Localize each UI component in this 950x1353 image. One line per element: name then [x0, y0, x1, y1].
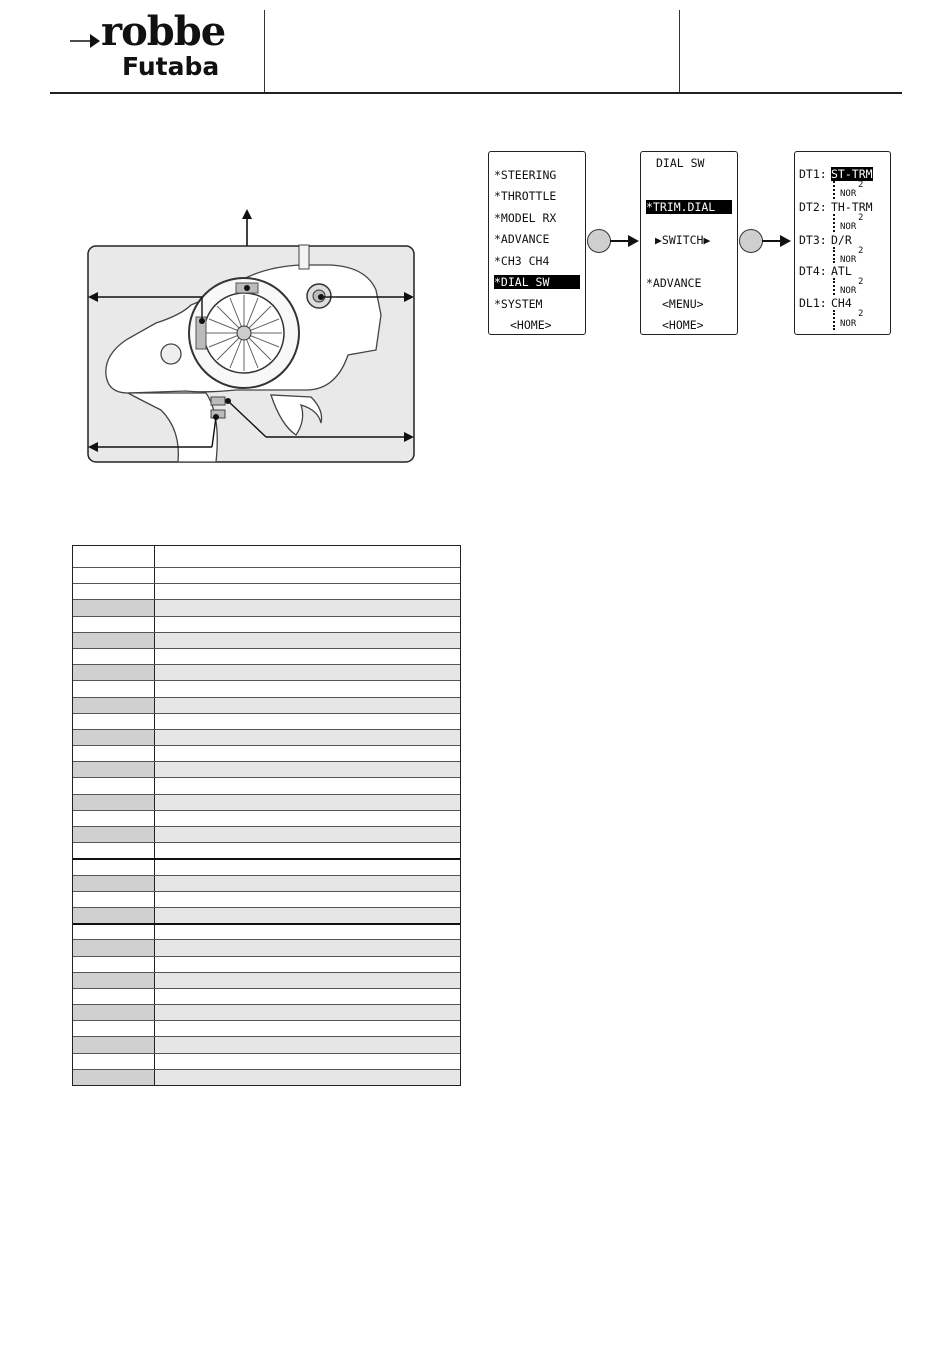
table-row [73, 810, 460, 826]
assign-value-dt4[interactable]: ATL [831, 264, 852, 278]
dotted-guide [833, 181, 835, 199]
assign-label-dt3: DT3: [799, 233, 827, 247]
table-cell [155, 811, 460, 826]
assign-label-dt1: DT1: [799, 167, 827, 181]
table-row [73, 923, 460, 939]
table-cell [155, 827, 460, 842]
table-cell [155, 778, 460, 793]
table-row [73, 632, 460, 648]
table-row [73, 875, 460, 891]
arrow-right-icon [762, 234, 792, 248]
assign-label-dt4: DT4: [799, 264, 827, 278]
table-cell [155, 940, 460, 955]
table-row [73, 567, 460, 583]
table-cell [73, 584, 155, 599]
table-row [73, 939, 460, 955]
table-cell [155, 714, 460, 729]
assign-value-dt3[interactable]: D/R [831, 233, 852, 247]
assign-step-dt3: 2 [858, 246, 864, 256]
table-row [73, 956, 460, 972]
lcd-menu-screen [488, 151, 586, 335]
table-cell [155, 1070, 460, 1085]
assign-step-dl1: 2 [858, 309, 864, 319]
header-divider-left [264, 10, 265, 92]
menu-item-home[interactable]: <HOME> [510, 318, 552, 332]
table-row [73, 616, 460, 632]
table-cell [155, 730, 460, 745]
table-cell [155, 957, 460, 972]
logo-futaba: Futaba [122, 52, 220, 81]
table-row [73, 1004, 460, 1020]
table-cell [155, 1005, 460, 1020]
table-row [73, 680, 460, 696]
table-cell [73, 649, 155, 664]
table-row [73, 1069, 460, 1085]
table-cell [73, 1021, 155, 1036]
assign-value-dt1[interactable]: ST-TRM [831, 167, 873, 181]
assign-value-dt2[interactable]: TH-TRM [831, 200, 873, 214]
table-row [73, 1053, 460, 1069]
table-cell [155, 681, 460, 696]
table-cell [155, 860, 460, 874]
assign-dir-dt3: NOR [840, 255, 857, 265]
table-header-row [73, 546, 460, 567]
table-cell [73, 989, 155, 1004]
table-row [73, 729, 460, 745]
table-cell [73, 778, 155, 793]
assign-label-dl1: DL1: [799, 296, 827, 310]
table-cell [73, 973, 155, 988]
menu-item-ch3-ch4[interactable]: *CH3 CH4 [494, 254, 550, 268]
assign-label-dt2: DT2: [799, 200, 827, 214]
assignment-table [72, 545, 461, 1086]
arrow-right-icon [610, 234, 640, 248]
table-cell [73, 925, 155, 939]
transmitter-illustration [86, 205, 416, 465]
table-cell [155, 876, 460, 891]
dotted-guide [833, 214, 835, 232]
table-cell [155, 908, 460, 923]
table-cell [155, 698, 460, 713]
assign-dir-dt1: NOR [840, 189, 857, 199]
table-cell [73, 746, 155, 761]
table-row [73, 777, 460, 793]
table-cell [73, 762, 155, 777]
lcd-dial-sw-screen [640, 151, 738, 335]
switch-item[interactable]: ▶SWITCH▶ [655, 233, 711, 247]
table-cell [73, 860, 155, 874]
advance-item[interactable]: *ADVANCE [646, 276, 702, 290]
table-cell [155, 665, 460, 680]
assign-dir-dt2: NOR [840, 222, 857, 232]
table-row [73, 761, 460, 777]
table-cell [73, 876, 155, 891]
table-row [73, 826, 460, 842]
select-button-icon[interactable] [587, 229, 611, 253]
table-row [73, 891, 460, 907]
table-row [73, 794, 460, 810]
header-divider-right [679, 10, 680, 92]
table-cell [155, 925, 460, 939]
menu-item-advance[interactable]: *ADVANCE [494, 232, 550, 246]
menu-item-model-rx[interactable]: *MODEL RX [494, 211, 557, 225]
menu-item-system[interactable]: *SYSTEM [494, 297, 543, 311]
table-cell [73, 1054, 155, 1069]
assign-step-dt4: 2 [858, 277, 864, 287]
table-cell [155, 795, 460, 810]
table-row [73, 1036, 460, 1052]
logo-robbe: robbe [101, 8, 226, 55]
table-cell [73, 811, 155, 826]
home-link[interactable]: <HOME> [662, 318, 704, 332]
table-row [73, 858, 460, 874]
table-row [73, 697, 460, 713]
table-cell [73, 957, 155, 972]
table-cell [73, 600, 155, 615]
table-row [73, 583, 460, 599]
lcd-assign-screen [794, 151, 891, 335]
table-cell [73, 827, 155, 842]
select-button-icon[interactable] [739, 229, 763, 253]
table-row [73, 599, 460, 615]
table-cell [155, 1054, 460, 1069]
table-row [73, 664, 460, 680]
table-cell [73, 843, 155, 858]
table-cell [73, 633, 155, 648]
table-row [73, 648, 460, 664]
menu-item-dial-sw[interactable]: *DIAL SW [494, 275, 580, 289]
table-cell [73, 795, 155, 810]
header-rule [50, 92, 902, 94]
table-cell [73, 1005, 155, 1020]
table-row [73, 713, 460, 729]
dotted-guide [833, 310, 835, 330]
table-cell [155, 892, 460, 907]
logo-arrow-icon [68, 32, 104, 52]
table-cell [155, 649, 460, 664]
table-row [73, 842, 460, 858]
table-cell [73, 617, 155, 632]
table-row [73, 1020, 460, 1036]
table-row [73, 745, 460, 761]
menu-item-throttle[interactable]: *THROTTLE [494, 189, 557, 203]
assign-step-dt2: 2 [858, 213, 864, 223]
table-row [73, 988, 460, 1004]
table-cell [155, 843, 460, 858]
table-row [73, 907, 460, 923]
assign-dir-dl1: NOR [840, 319, 857, 329]
dotted-guide [833, 278, 835, 295]
assign-step-dt1: 2 [858, 180, 864, 190]
table-row [73, 972, 460, 988]
table-cell [155, 633, 460, 648]
dial-sw-title: DIAL SW [656, 156, 705, 170]
dotted-guide [833, 247, 835, 263]
table-cell [155, 989, 460, 1004]
menu-item-steering[interactable]: *STEERING [494, 168, 557, 182]
table-cell [73, 714, 155, 729]
table-cell [73, 681, 155, 696]
table-cell [73, 908, 155, 923]
table-cell [155, 600, 460, 615]
table-cell [155, 568, 460, 583]
table-cell [73, 730, 155, 745]
table-cell [155, 617, 460, 632]
table-cell [73, 568, 155, 583]
table-cell [73, 698, 155, 713]
table-cell [73, 1070, 155, 1085]
table-cell [155, 746, 460, 761]
table-cell [73, 1037, 155, 1052]
table-cell [73, 940, 155, 955]
trim-dial-item[interactable]: *TRIM.DIAL [646, 200, 732, 214]
assign-value-dl1[interactable]: CH4 [831, 296, 852, 310]
menu-link[interactable]: <MENU> [662, 297, 704, 311]
table-cell [155, 584, 460, 599]
table-cell [155, 973, 460, 988]
assign-dir-dt4: NOR [840, 286, 857, 296]
table-cell [155, 762, 460, 777]
table-cell [73, 892, 155, 907]
table-cell [73, 665, 155, 680]
table-cell [155, 1037, 460, 1052]
table-cell [155, 1021, 460, 1036]
